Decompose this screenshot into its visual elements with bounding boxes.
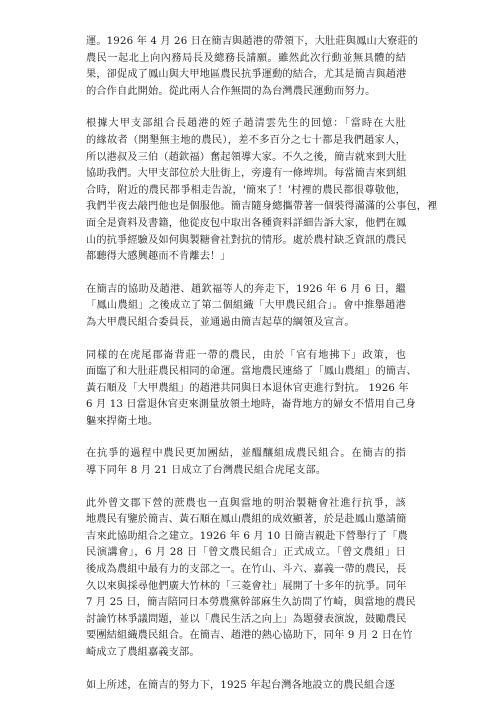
text-line: 的緣故者（開墾無主地的農民），差不多百分之七十都是我們趙家人， xyxy=(86,134,406,146)
text-line: 山的抗爭經驗及如何與製糖會社對抗的情形。處於農村缺乏資訊的農民 xyxy=(86,234,407,246)
text-line: 導下同年 8 月 21 日成立了台灣農民組合虎尾支部。 xyxy=(86,465,327,477)
text-line: 民演講會」，6 月 28 日「曾文農民組合」正式成立。「曾文農組」日 xyxy=(86,547,406,559)
text-line: 6 月 13 日當退休官吏來測量放領土地時，崙背地方的婦女不惜用自己身 xyxy=(86,399,416,411)
text-line: 面臨了和大肚莊農民相同的命運。當地農民連絡了「鳳山農組」的簡吉、 xyxy=(86,366,417,378)
paragraph-6 xyxy=(86,496,416,662)
text-line: 運。1926 年 4 月 26 日在簡吉與趙港的帶領下，大肚莊與鳳山大寮莊的 xyxy=(86,36,419,47)
text-line: 的合作自此開始。從此兩人合作無間的為台灣農民運動而努力。 xyxy=(86,85,376,97)
text-line: 後成為農組中最有力的支部之一。在竹山、斗六、嘉義一帶的農民，長 xyxy=(86,564,407,576)
text-line: 軀來捍衛土地。 xyxy=(86,415,159,427)
paragraph-2 xyxy=(86,116,438,265)
text-line: 「鳳山農組」之後成立了第二個組織「大甲農民組合」。會中推舉趙港 xyxy=(86,300,406,312)
document-page xyxy=(86,34,438,710)
text-line: 吉來此協助組合之建立。1926 年 6 月 10 日簡吉親赴下營舉行了「農 xyxy=(86,530,408,542)
text-line: 所以港叔及三伯（趙欽福）奮起領導大家。不久之後，簡吉就來到大肚 xyxy=(86,151,407,163)
text-line: 久以來與採尋他們廣大竹林的「三菱會社」展開了十多年的抗爭。同年 xyxy=(86,580,407,592)
text-line: 討論竹林爭議問題，並以「農民生活之向上」為題發表演說，鼓勵農民 xyxy=(86,613,407,625)
paragraph-3 xyxy=(86,282,406,332)
text-line: 果，卻促成了鳳山與大甲地區農民抗爭運動的結合，尤其是簡吉與趙港 xyxy=(86,69,407,81)
paragraph-4 xyxy=(86,348,417,431)
text-line: 7 月 25 日，簡吉陪同日本勞農黨幹部麻生久訪問了竹崎，與當地的農民 xyxy=(86,597,416,609)
text-line: 面全是資料及書籍，他從皮包中取出各種資料詳細告訴大家，他們在鳳 xyxy=(86,217,407,229)
text-line: 都聽得大感興趣而不肯離去！」 xyxy=(86,251,231,263)
text-line: 根據大甲支部組合長趙港的姪子趙清雲先生的回憶：「當時在大肚 xyxy=(86,118,406,130)
text-line: 農民一起北上向內務局長及總務長請願。雖然此次行動並無具體的結 xyxy=(86,52,406,64)
text-line: 崎成立了農組嘉義支部。 xyxy=(86,647,200,658)
text-line: 為大甲農民組合委員長，並通過由簡吉起草的綱領及宣言。 xyxy=(86,316,355,328)
text-line: 協助我們。大甲支部位於大肚街上，旁邊有一條埤圳。每當簡吉來到組 xyxy=(86,168,407,180)
paragraph-5 xyxy=(86,446,406,479)
text-line: 同樣的在虎尾郡崙背莊一帶的農民，由於「官有地拂下」政策，也 xyxy=(86,349,406,361)
text-line: 我們半夜去敲門他也是個服他。簡吉隨身總攜帶著一個裝得滿滿的公事包，裡 xyxy=(86,201,438,213)
text-line: 如上所述，在簡吉的努力下，1925 年起台灣各地設立的農民組合逐 xyxy=(86,679,396,691)
text-line: 此外曾文郡下營的蔗農也一直與當地的明治製糖會社進行抗爭，該 xyxy=(86,497,406,509)
text-line: 在抗爭的過程中農民更加團結，並醞釀組成農民組合。在簡吉的指 xyxy=(86,448,406,460)
text-line: 地農民有鑒於簡吉、黃石順在鳳山農組的成效顯著，於是赴鳳山邀請簡 xyxy=(86,514,407,526)
paragraph-7 xyxy=(86,678,406,695)
text-line: 黃石順及「大甲農組」的趙港共同與日本退休官吏進行對抗。 1926 年 xyxy=(86,382,409,394)
text-line: 合時，附近的農民都爭相走告說，'簡來了！'村裡的農民都很尊敬他， xyxy=(86,184,406,196)
text-line: 要團結組織農民組合。在簡吉、趙港的熱心協助下，同年 9 月 2 日在竹 xyxy=(86,630,413,642)
paragraph-1 xyxy=(86,34,419,100)
text-line: 在簡吉的協助及趙港、趙欽福等人的奔走下，1926 年 6 月 6 日，繼 xyxy=(86,283,406,295)
